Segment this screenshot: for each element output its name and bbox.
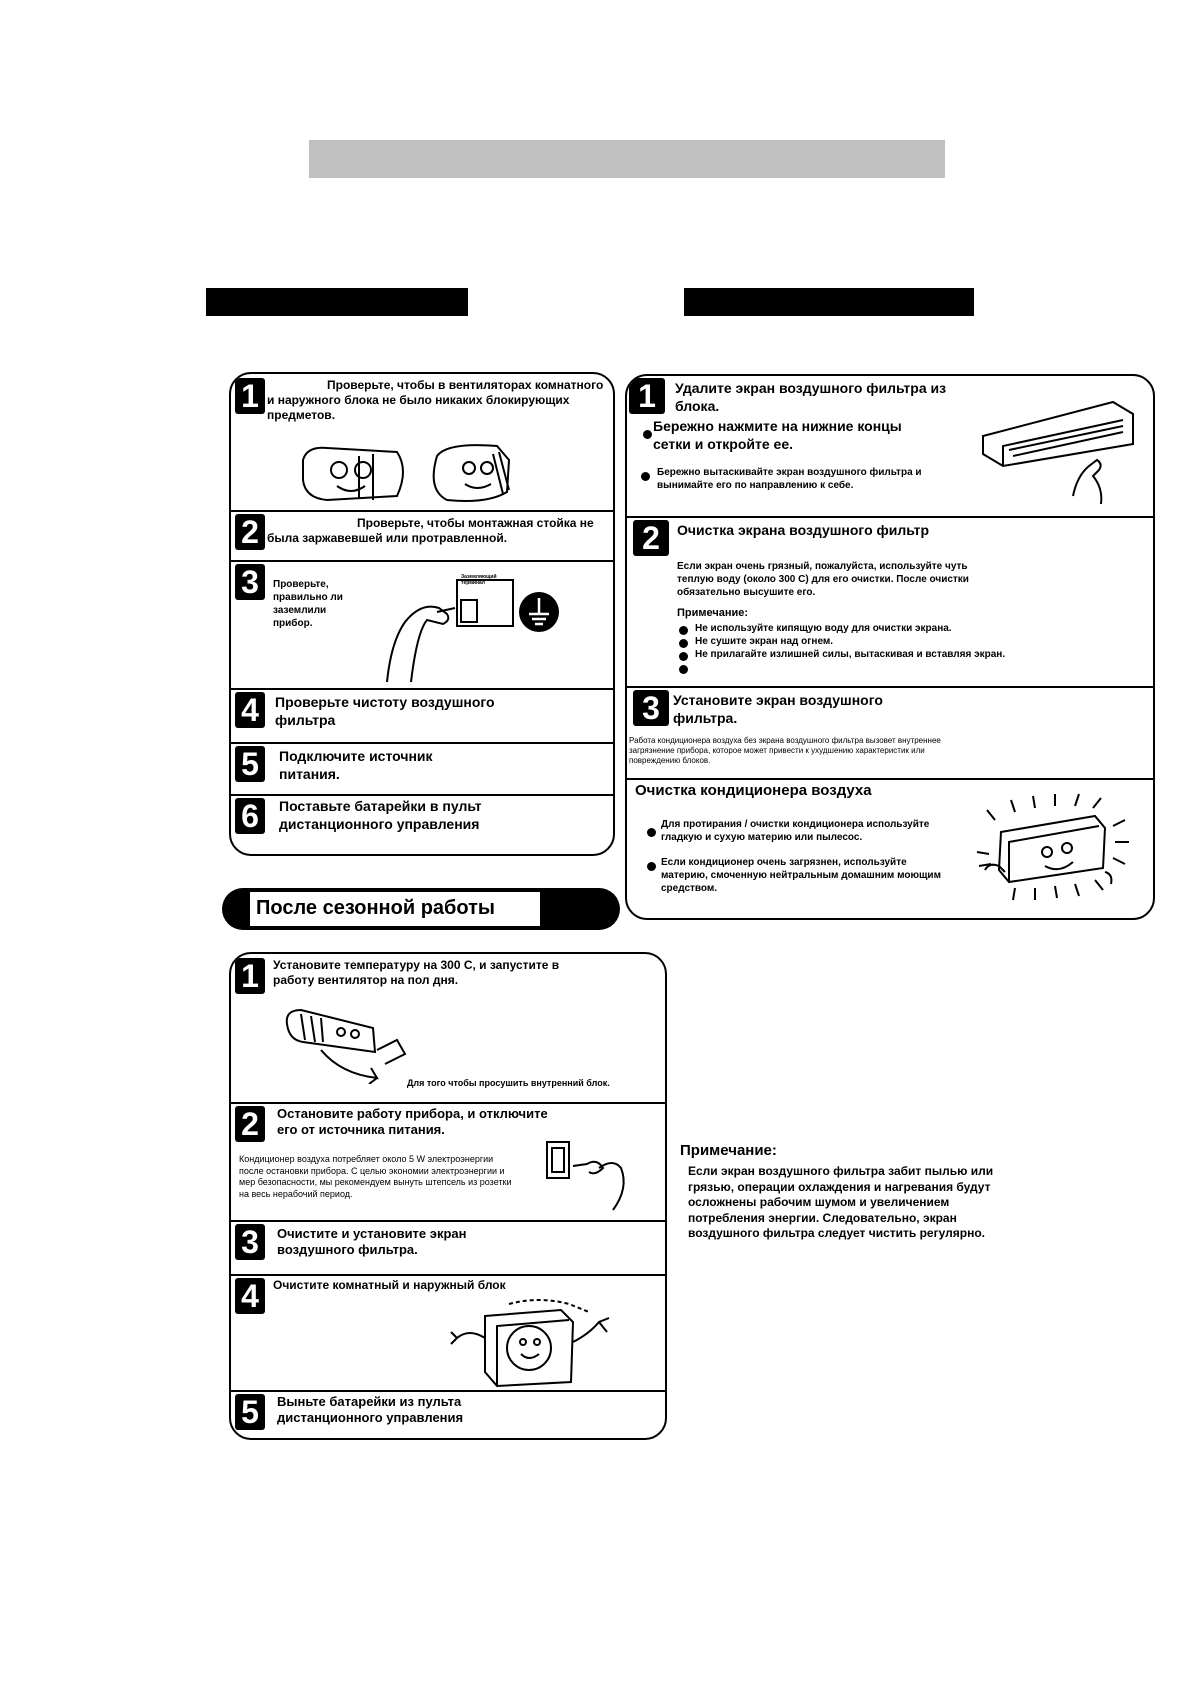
- step-bullet: Бережно нажмите на нижние концы сетки и откройте ее.: [653, 418, 902, 452]
- indoor-unit-filter-illustration: [973, 396, 1143, 506]
- step-number: 6: [235, 798, 265, 834]
- before-step-4: [231, 688, 613, 744]
- care-step-1: [627, 376, 1153, 518]
- section-header-care: [684, 288, 974, 316]
- after-step-1: [231, 954, 665, 1104]
- step-text: Проверьте чистоту воздушного фильтра: [275, 694, 495, 728]
- step-text: Если экран очень грязный, пожалуйста, используйте чуть теплую воду (около 300 С) для его очистки. После очистки обязательно высушите его.: [677, 561, 969, 598]
- step-number: 1: [235, 378, 265, 414]
- step-title: Установите экран воздушного фильтра.: [673, 692, 883, 726]
- step-text: Очистите комнатный и наружный блок: [273, 1278, 506, 1292]
- care-panel: [625, 374, 1155, 920]
- step-number: 2: [235, 1106, 265, 1142]
- page-title-bar: [309, 140, 945, 178]
- step-note: Кондиционер воздуха потребляет около 5 W электроэнергии после остановки прибора. С целью экономии электроэнергии и мер безопасности, мы рекомендуем вынуть штепсель из розетки на весь нерабочий период.: [239, 1154, 512, 1200]
- step-number: 3: [235, 1224, 265, 1260]
- step-title: Очистка экрана воздушного фильтр: [677, 522, 930, 538]
- step-number: 1: [629, 378, 665, 414]
- step-title: Удалите экран воздушного фильтра из блока.: [675, 380, 947, 414]
- step-text: Подключите источник питания.: [279, 748, 433, 782]
- step-text: Проверьте, чтобы монтажная стойка не была заржавевшей или протравленной.: [267, 516, 594, 545]
- before-step-6: [231, 794, 613, 852]
- step-text: Поставьте батарейки в пульт дистанционного управления: [279, 798, 482, 832]
- section-header-before: [206, 288, 468, 316]
- fan-units-illustration: [297, 440, 537, 506]
- step-number: 2: [235, 514, 265, 550]
- care-cleaning: [627, 778, 1153, 916]
- after-season-header: [222, 888, 620, 930]
- bullet: [647, 862, 656, 871]
- care-step-3: [627, 686, 1153, 780]
- step-number: 3: [235, 564, 265, 600]
- indoor-unit-fan-illustration: [281, 1004, 411, 1084]
- step-number: 5: [235, 746, 265, 782]
- before-step-5: [231, 742, 613, 796]
- smiling-unit-illustration: [975, 792, 1135, 902]
- step-text: Проверьте, правильно ли заземлили прибор.: [273, 579, 343, 629]
- step-number: 4: [235, 1278, 265, 1314]
- grounding-illustration: [381, 572, 561, 686]
- step-number: 2: [633, 520, 669, 556]
- step-number: 3: [633, 690, 669, 726]
- after-season-title: После сезонной работы: [256, 897, 495, 919]
- after-step-2: [231, 1102, 665, 1222]
- unplug-illustration: [543, 1138, 633, 1214]
- bullet: [679, 652, 688, 661]
- after-step-5: [231, 1390, 665, 1438]
- note-text: Если экран воздушного фильтра забит пылью или грязью, операции охлаждения и нагревания будут осложнены рабочим шумом и увеличением потребления энергии. Следовательно, экран воздушного фильтра следует чистить регулярно.: [688, 1164, 994, 1241]
- bullet: [647, 828, 656, 837]
- cleaning-item: Если кондиционер очень загрязнен, используйте материю, смоченную нейтральным домашним моющим средством.: [661, 857, 941, 894]
- step-number: 5: [235, 1394, 265, 1430]
- note-item: Не прилагайте излишней силы, вытаскивая и вставляя экран.: [695, 649, 1006, 660]
- before-step-3: [231, 560, 613, 690]
- note-item: Не сушите экран над огнем.: [695, 636, 834, 647]
- before-step-1: [231, 374, 613, 512]
- step-text: Проверьте, чтобы в вентиляторах комнатного и наружного блока не было никаких блокирующих предметов.: [267, 378, 604, 422]
- note-title: Примечание:: [677, 607, 749, 619]
- care-step-2: [627, 516, 1153, 688]
- before-step-2: [231, 510, 613, 562]
- after-season-panel: [229, 952, 667, 1440]
- step-text: Выньте батарейки из пульта дистанционного управления: [277, 1394, 464, 1426]
- bullet: [641, 472, 650, 481]
- cleaning-item: Для протирания / очистки кондиционера используйте гладкую и сухую материю или пылесос.: [661, 819, 930, 843]
- step-number: 4: [235, 692, 265, 728]
- bullet: [643, 430, 652, 439]
- note-title: Примечание:: [680, 1142, 777, 1159]
- step-text: Установите температуру на 300 С, и запустите в работу вентилятор на пол дня.: [273, 958, 560, 987]
- bullet: [679, 639, 688, 648]
- step-bullet: Бережно вытаскивайте экран воздушного фильтра и вынимайте его по направлению к себе.: [657, 467, 922, 491]
- step-number: 1: [235, 958, 265, 994]
- socket-label: Заземляющий терминал: [461, 574, 497, 586]
- outdoor-unit-illustration: [449, 1292, 629, 1388]
- step-caption: Для того чтобы просушить внутренний блок.: [407, 1078, 610, 1088]
- step-text: Очистите и установите экран воздушного фильтра.: [277, 1226, 467, 1258]
- step-text: Остановите работу прибора, и отключите его от источника питания.: [277, 1106, 548, 1138]
- cleaning-title: Очистка кондиционера воздуха: [635, 782, 872, 799]
- bullet: [679, 626, 688, 635]
- note-item: Не используйте кипящую воду для очистки экрана.: [695, 623, 952, 634]
- after-step-4: [231, 1274, 665, 1392]
- bullet: [679, 665, 688, 674]
- before-season-panel: [229, 372, 615, 856]
- step-text: Работа кондиционера воздуха без экрана воздушного фильтра вызовет внутреннее загрязнение прибора, которое может привести к ухудшению характеристик или повреждению блоков.: [629, 736, 941, 765]
- after-step-3: [231, 1220, 665, 1276]
